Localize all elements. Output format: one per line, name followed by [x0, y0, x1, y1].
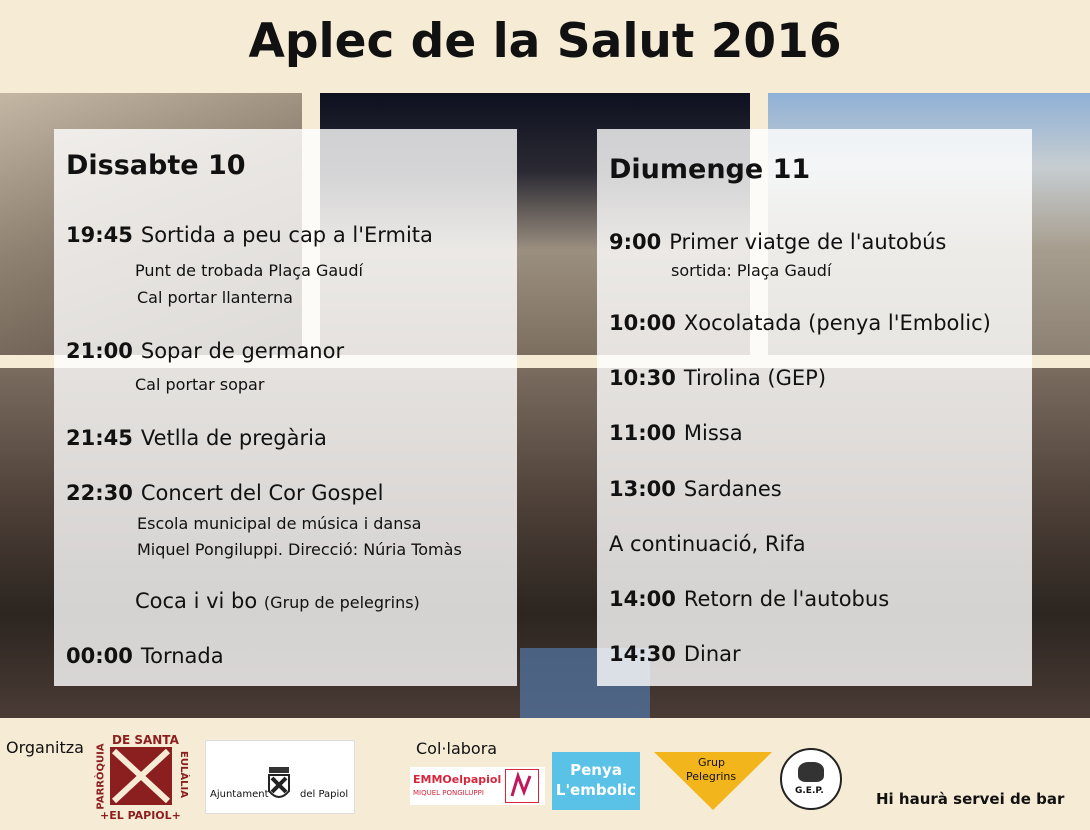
event-extra: (Grup de pelegrins): [263, 593, 420, 612]
event-note: Cal portar llanterna: [137, 288, 293, 307]
collabora-label: Col·labora: [416, 739, 498, 758]
event-item: [609, 311, 991, 335]
seal-bottom-text: +EL PAPIOL+: [100, 809, 181, 822]
event-note: Miquel Pongiluppi. Direcció: Núria Tomàs: [137, 540, 462, 559]
poster-title: Aplec de la Salut 2016: [248, 14, 842, 69]
event-time: 10:00: [609, 311, 676, 335]
emm-text: EMMOelpapiol: [413, 773, 502, 786]
grup-line1: Grup: [698, 756, 726, 769]
event-item: [609, 366, 826, 390]
event-note: Escola municipal de música i dansa: [137, 514, 422, 533]
event-time: 14:30: [609, 642, 676, 666]
grup-pelegrins-logo: [654, 752, 772, 810]
cross-icon: [110, 747, 172, 805]
event-note: sortida: Plaça Gaudí: [671, 261, 832, 280]
ajuntament-logo: [205, 740, 355, 814]
event-time: 00:00: [66, 644, 133, 668]
event-item: [135, 589, 420, 613]
emm-logo: [410, 767, 545, 805]
gep-text: G.E.P.: [795, 786, 824, 796]
event-item: [66, 339, 344, 363]
penya-line1: Penya: [570, 761, 622, 779]
event-time: 21:00: [66, 339, 133, 363]
coat-of-arms-icon: [266, 765, 292, 805]
event-item: [66, 481, 383, 505]
event-label: Coca i vi bo: [135, 589, 258, 613]
event-item: [609, 230, 946, 254]
seal-right-text: EULÀLIA: [177, 751, 189, 798]
event-time: 13:00: [609, 477, 676, 501]
event-time: 10:30: [609, 366, 676, 390]
penya-line2: L'embolic: [555, 781, 637, 799]
event-label: Sopar de germanor: [140, 339, 345, 363]
event-time: 19:45: [66, 223, 133, 247]
event-item: [66, 426, 327, 450]
bear-icon: [798, 762, 824, 782]
event-item: [609, 642, 741, 666]
music-icon: [505, 769, 539, 803]
seal-top-text: DE SANTA: [112, 733, 179, 747]
event-label: Dinar: [683, 642, 741, 666]
event-label: Sortida a peu cap a l'Ermita: [140, 223, 433, 247]
ajuntament-right-text: del Papiol: [300, 789, 349, 800]
parish-seal-logo: [96, 733, 188, 821]
event-item: [609, 421, 743, 445]
bar-service-note: Hi haurà servei de bar: [876, 790, 1065, 808]
event-label: Xocolatada (penya l'Embolic): [683, 311, 991, 335]
event-label: Primer viatge de l'autobús: [669, 230, 947, 254]
event-label: Tornada: [140, 644, 224, 668]
event-label: Vetlla de pregària: [140, 426, 327, 450]
event-note: Punt de trobada Plaça Gaudí: [135, 261, 363, 280]
event-time: 22:30: [66, 481, 133, 505]
event-item: [609, 532, 806, 556]
ajuntament-left-text: Ajuntament: [210, 789, 269, 800]
event-item: [609, 587, 889, 611]
event-label: Concert del Cor Gospel: [140, 481, 384, 505]
event-note: Cal portar sopar: [135, 375, 265, 394]
seal-left-text: PARRÒQUIA: [95, 743, 107, 810]
event-time: 9:00: [609, 230, 662, 254]
event-label: A continuació, Rifa: [609, 532, 806, 556]
event-item: [66, 223, 433, 247]
event-time: 21:45: [66, 426, 133, 450]
event-time: 11:00: [609, 421, 676, 445]
event-item: [609, 477, 782, 501]
emm-subtext: MIQUEL PONGILUPPI: [413, 789, 484, 797]
event-label: Missa: [683, 421, 743, 445]
event-label: Retorn de l'autobus: [683, 587, 890, 611]
event-label: Tirolina (GEP): [683, 366, 827, 390]
gep-logo: [780, 748, 842, 810]
saturday-heading: Dissabte 10: [66, 150, 246, 181]
sunday-heading: Diumenge 11: [609, 154, 811, 185]
event-time: 14:00: [609, 587, 676, 611]
event-label: Sardanes: [683, 477, 782, 501]
grup-line2: Pelegrins: [686, 770, 737, 783]
event-item: [66, 644, 224, 668]
penya-lembolic-logo: [552, 752, 640, 810]
organitza-label: Organitza: [6, 738, 84, 757]
